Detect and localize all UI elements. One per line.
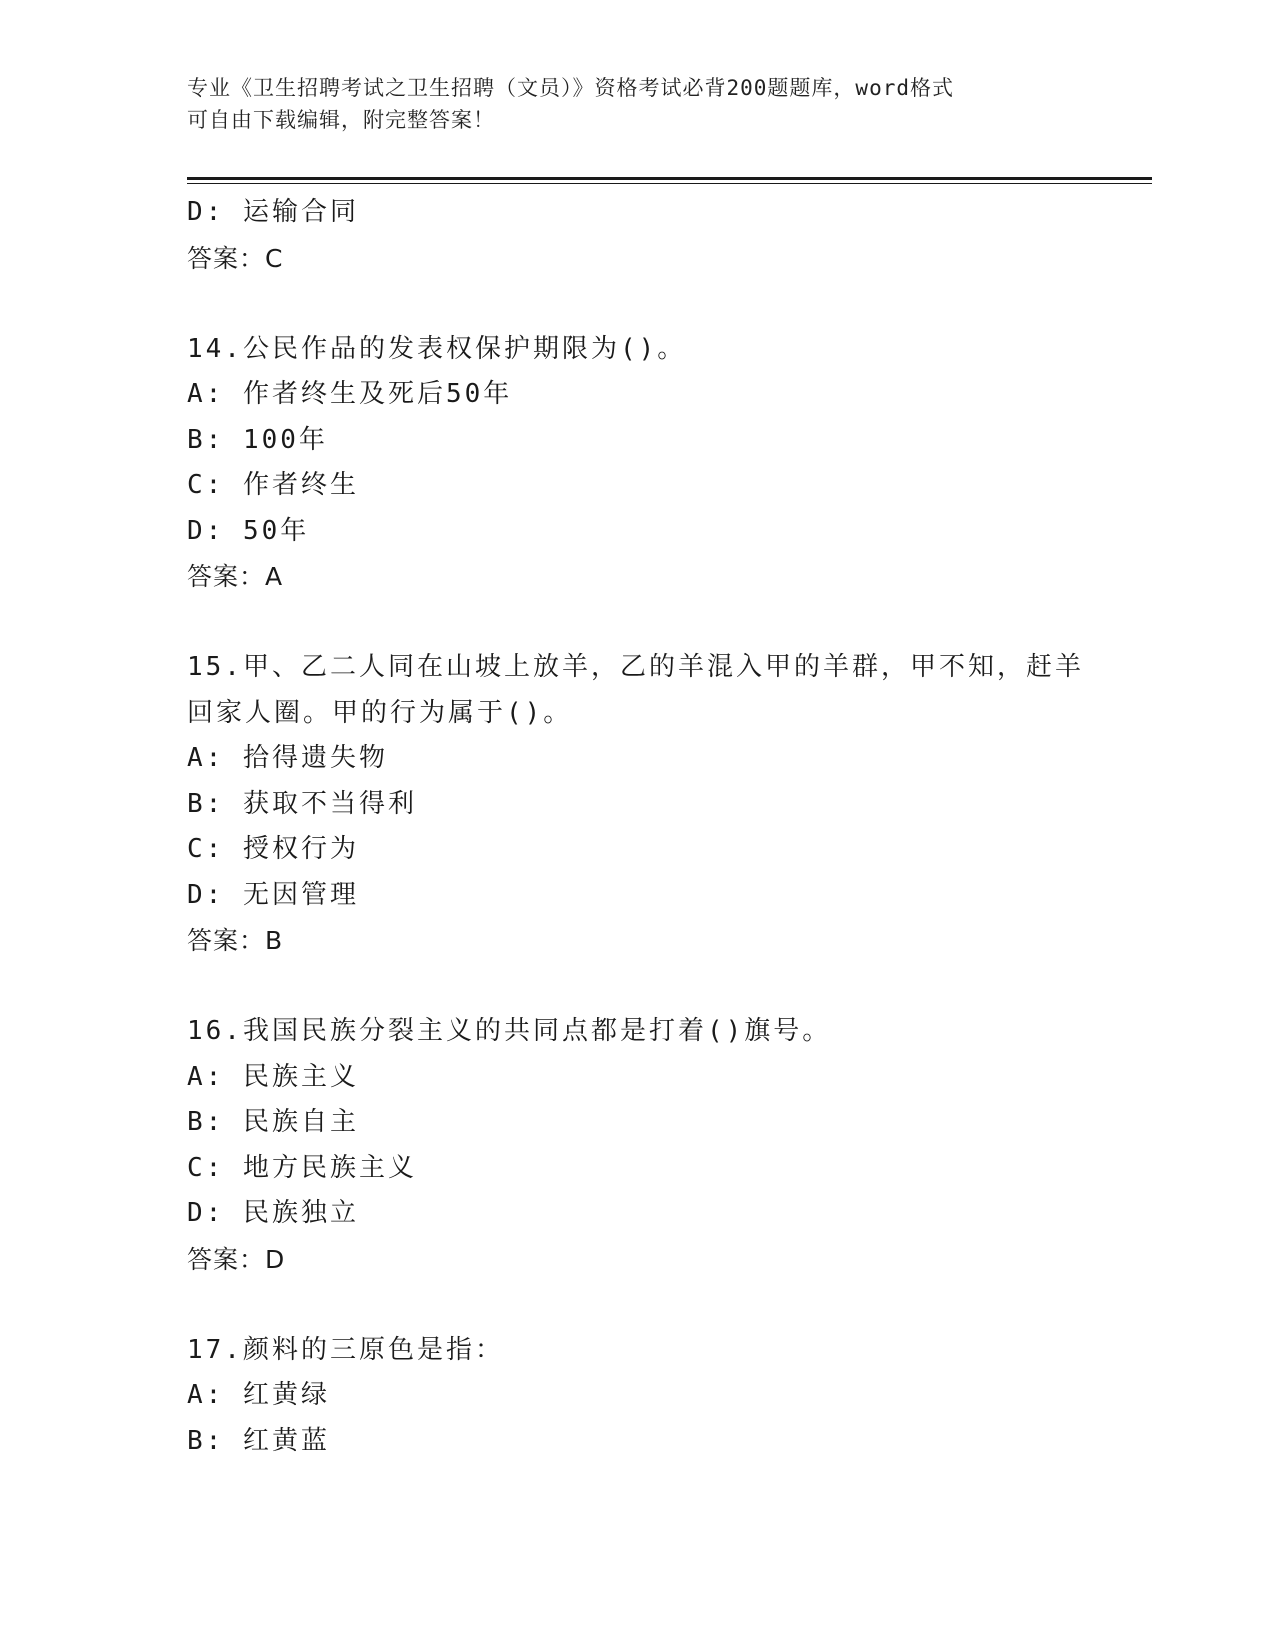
question-16 — [187, 1009, 1087, 1282]
option-a: A: 作者终生及死后50年 — [187, 379, 513, 409]
spacer — [187, 600, 1087, 646]
option-d: D: 民族独立 — [187, 1198, 359, 1228]
option-c: C: 地方民族主义 — [187, 1152, 417, 1183]
header-title-line1: 专业《卫生招聘考试之卫生招聘（文员）》资格考试必背200题题库，word格式 — [187, 76, 954, 100]
question-17 — [187, 1328, 1087, 1465]
answer-line: 答案：A — [187, 562, 284, 591]
question-13-tail — [187, 190, 1087, 281]
spacer — [187, 281, 1087, 327]
answer-line: 答案：D — [187, 1244, 286, 1274]
option-b: B: 获取不当得利 — [187, 788, 417, 819]
option-d: D: 运输合同 — [187, 197, 359, 227]
option-c: C: 授权行为 — [187, 834, 359, 864]
answer-line: 答案：C — [187, 243, 284, 273]
option-a: A: 红黄绿 — [187, 1380, 330, 1410]
option-d: D: 50年 — [187, 515, 310, 546]
option-c: C: 作者终生 — [187, 470, 359, 500]
option-b: B: 100年 — [187, 424, 328, 455]
header-title-line2: 可自由下载编辑，附完整答案！ — [187, 108, 495, 132]
answer-line: 答案：B — [187, 926, 284, 955]
question-stem: 17.颜料的三原色是指： — [187, 1334, 504, 1365]
question-15 — [187, 645, 1087, 964]
option-d: D: 无因管理 — [187, 879, 359, 910]
spacer — [187, 1282, 1087, 1328]
option-b: B: 民族自主 — [187, 1107, 359, 1137]
document-header — [187, 72, 1067, 136]
spacer — [187, 964, 1087, 1010]
header-divider-thick — [187, 177, 1152, 180]
option-a: A: 拾得遗失物 — [187, 743, 388, 773]
question-stem-line1: 15.甲、乙二人同在山坡上放羊，乙的羊混入甲的羊群，甲不知，赶羊 — [187, 652, 1084, 682]
question-list — [187, 190, 1087, 1464]
option-b: B: 红黄蓝 — [187, 1425, 330, 1456]
question-stem: 14.公民作品的发表权保护期限为()。 — [187, 333, 687, 364]
question-stem-line2: 回家人圈。甲的行为属于()。 — [187, 697, 573, 728]
header-divider-thin — [187, 183, 1152, 184]
question-14 — [187, 327, 1087, 600]
question-stem: 16.我国民族分裂主义的共同点都是打着()旗号。 — [187, 1016, 832, 1046]
option-a: A: 民族主义 — [187, 1061, 359, 1092]
